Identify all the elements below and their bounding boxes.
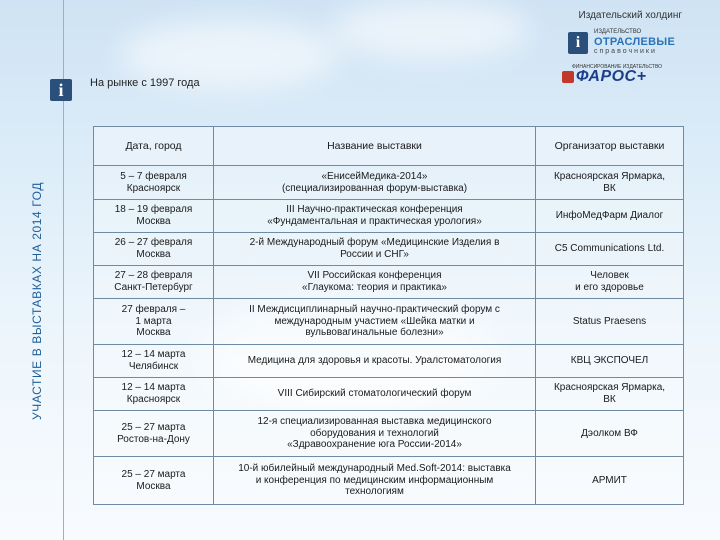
cell-org: C5 Communications Ltd. (536, 233, 684, 266)
cell-org: АРМИТ (536, 457, 684, 505)
table-row (94, 378, 684, 411)
cell-name: VIII Сибирский стоматологический форум (214, 378, 536, 411)
info-logo-icon: i (50, 79, 72, 101)
brand1-small: ИЗДАТЕЛЬСТВО (594, 29, 642, 35)
table-row (94, 411, 684, 457)
brand2-small: ФИНАНСИРОВАНИЕ ИЗДАТЕЛЬСТВО (572, 64, 663, 70)
cell-date: 5 – 7 февраля Красноярск (94, 166, 214, 200)
background-cloud (330, 0, 530, 60)
cell-name: Медицина для здоровья и красоты. Уралстоматология (214, 345, 536, 378)
cell-date: 27 февраля – 1 марта Москва (94, 299, 214, 345)
faros-mark-icon (562, 71, 574, 83)
brand-otraslevye-logo (568, 28, 686, 58)
header-date: Дата, город (94, 127, 214, 166)
since-text: На рынке с 1997 года (90, 77, 200, 89)
cell-name: 10-й юбилейный международный Med.Soft-2014: выставка и конференция по медицинским информационным технологиям (214, 457, 536, 505)
cell-org: Status Praesens (536, 299, 684, 345)
cell-org: Красноярская Ярмарка, ВК (536, 166, 684, 200)
table-row (94, 166, 684, 200)
table-header-row (94, 127, 684, 166)
header-name: Название выставки (214, 127, 536, 166)
table-row (94, 345, 684, 378)
cell-org: Дэолком ВФ (536, 411, 684, 457)
exhibitions-table (93, 126, 684, 505)
cell-name: III Научно-практическая конференция «Фундаментальная и практическая урология» (214, 200, 536, 233)
holding-label: Издательский холдинг (578, 10, 682, 21)
brand1-name: ОТРАСЛЕВЫЕ (594, 36, 676, 48)
side-title: УЧАСТИЕ В ВЫСТАВКАХ НА 2014 ГОД (30, 181, 44, 420)
cell-name: «ЕнисейМедика-2014» (специализированная форум-выставка) (214, 166, 536, 200)
header-organizer: Организатор выставки (536, 127, 684, 166)
cell-org: КВЦ ЭКСПОЧЕЛ (536, 345, 684, 378)
cell-name: 12-я специализированная выставка медицинского оборудования и технологий «Здравоохранение юга России-2014» (214, 411, 536, 457)
brand-faros-logo (562, 64, 692, 86)
cell-date: 26 – 27 февраля Москва (94, 233, 214, 266)
cell-date: 25 – 27 марта Москва (94, 457, 214, 505)
cell-date: 12 – 14 марта Красноярск (94, 378, 214, 411)
cell-date: 18 – 19 февраля Москва (94, 200, 214, 233)
brand2-name: ФАРОС+ (576, 68, 647, 85)
cell-org: Человек и его здоровье (536, 266, 684, 299)
table-row (94, 200, 684, 233)
cell-org: Красноярская Ярмарка, ВК (536, 378, 684, 411)
table-row (94, 299, 684, 345)
cell-date: 25 – 27 марта Ростов-на-Дону (94, 411, 214, 457)
info-logo-icon: i (568, 32, 588, 54)
table-row (94, 266, 684, 299)
cell-name: II Междисциплинарный научно-практический форум с международным участием «Шейка матки и вульвовагинальные болезни» (214, 299, 536, 345)
cell-name: VII Российская конференция «Глаукома: теория и практика» (214, 266, 536, 299)
cell-date: 27 – 28 февраля Санкт-Петербург (94, 266, 214, 299)
cell-org: ИнфоМедФарм Диалог (536, 200, 684, 233)
table-row (94, 457, 684, 505)
table-row (94, 233, 684, 266)
cell-date: 12 – 14 марта Челябинск (94, 345, 214, 378)
cell-name: 2-й Международный форум «Медицинские Изделия в России и СНГ» (214, 233, 536, 266)
brand1-sub: справочники (594, 48, 657, 55)
